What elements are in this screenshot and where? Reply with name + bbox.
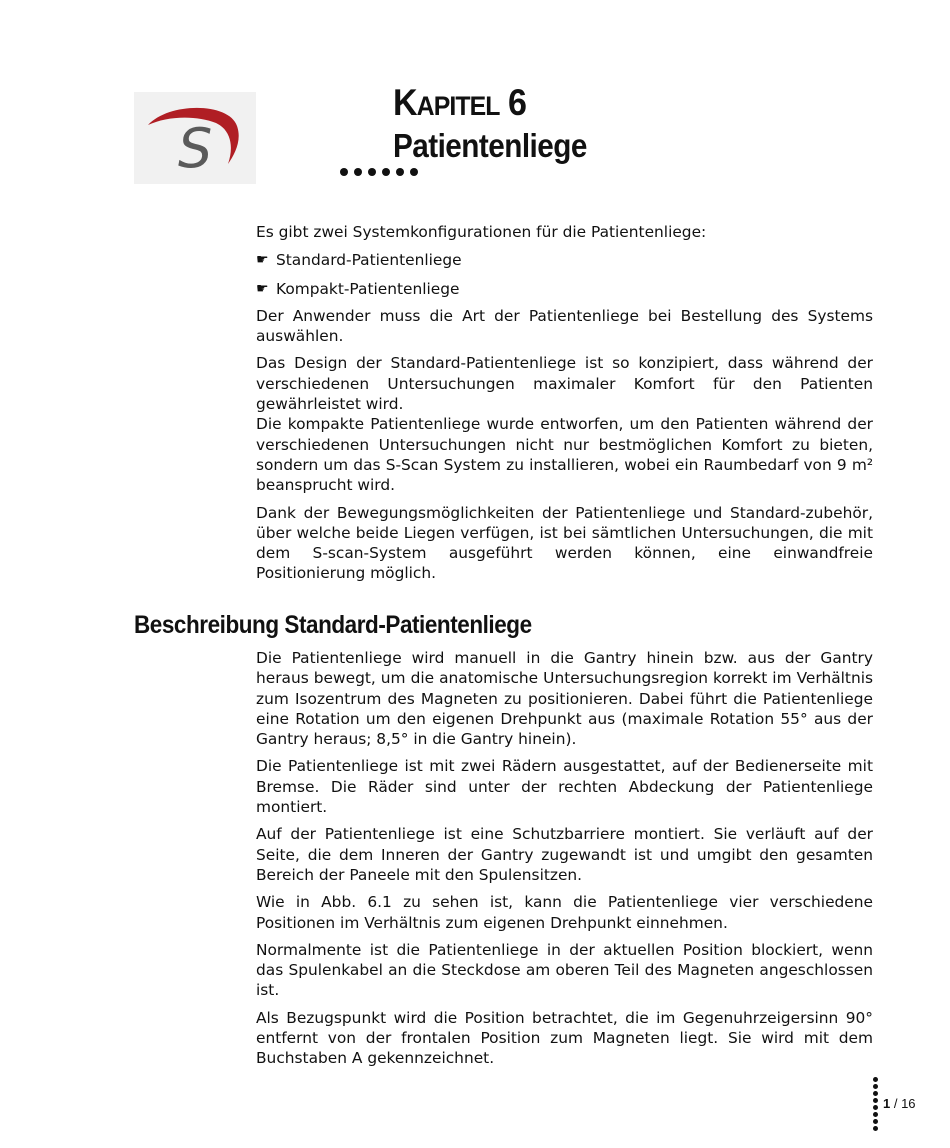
paragraph: Normalmente ist die Patientenliege in der aktuellen Position blockiert, wenn das Spulenkabel an die Steckdose am oberen Teil des Magneten angeschlossen ist. (256, 940, 873, 1000)
paragraph: Die Patientenliege wird manuell in die Gantry hinein bzw. aus der Gantry heraus bewegt, um die anatomische Untersuchungsregion korrekt im Verhältnis zum Isozentrum des Magneten zu positionieren. Dabei führt die Patientenliege eine Rotation um den eigenen Drehpunkt aus (maximale Rotation 55° aus der Gantry heraus; 8,5° in die Gantry hinein). (256, 649, 873, 749)
s-logo-icon (134, 92, 256, 184)
bullet-text: Kompakt-Patientenliege (276, 279, 460, 298)
page-separator: / (890, 1096, 902, 1111)
chapter-label-rest: APITEL (416, 91, 500, 121)
chapter-number: 6 (508, 82, 527, 123)
chapter-title (393, 82, 526, 124)
decorative-dots (340, 168, 418, 176)
svg-text:S: S (178, 117, 213, 180)
paragraph: Die Patientenliege ist mit zwei Rädern ausgestattet, auf der Bedienerseite mit Bremse. Die Räder sind unter der rechten Abdeckung der Patientenliege montiert. (256, 757, 873, 817)
pointing-hand-icon: ☛ (256, 280, 269, 297)
paragraph: Die kompakte Patientenliege wurde entworfen, um den Patienten während der verschiedenen Untersuchungen nicht nur bestmöglichen Komfort zu bieten, sondern um das S-Scan System zu installieren, wobei ein Raumbedarf von 9 m² beansprucht wird. (256, 415, 873, 495)
list-item (256, 250, 873, 270)
intro-block (256, 222, 873, 584)
list-item (256, 279, 873, 299)
paragraph: Wie in Abb. 6.1 zu sehen ist, kann die Patientenliege vier verschiedene Positionen im Verhältnis zum eigenen Drehpunkt einnehmen. (256, 893, 873, 932)
intro-lead: Es gibt zwei Systemkonfigurationen für die Patientenliege: (256, 223, 707, 241)
paragraph: Als Bezugspunkt wird die Position betrachtet, die im Gegenuhrzeigersinn 90° entfernt von der frontalen Position zum Magneten liegt. Sie wird mit dem Buchstaben A gekennzeichnet. (256, 1008, 873, 1068)
paragraph: Auf der Patientenliege ist eine Schutzbarriere montiert. Sie verläuft auf der Seite, die dem Inneren der Gantry zugewandt ist und umgibt den gesamten Bereich der Paneele mit den Spulensitzen. (256, 825, 873, 884)
chapter-label-initial: K (393, 82, 417, 123)
section-block (256, 648, 873, 1069)
bullet-text: Standard-Patientenliege (276, 251, 462, 270)
paragraph: Dank der Bewegungsmöglichkeiten der Patientenliege und Standard-zubehör, über welche beide Liegen verfügen, ist bei sämtlichen Untersuchungen, die mit dem S-scan-System ausgeführt werden können, eine einwandfreie Positionierung möglich. (256, 503, 873, 583)
current-page: 1 (883, 1096, 891, 1111)
section-heading: Beschreibung Standard-Patientenliege (134, 611, 532, 639)
paragraph: Das Design der Standard-Patientenliege ist so konzipiert, dass während der verschiedenen Untersuchungen maximaler Komfort für den Patienten gewährleistet wird. (256, 354, 873, 414)
paragraph: Der Anwender muss die Art der Patientenliege bei Bestellung des Systems auswählen. (256, 306, 873, 346)
company-logo (134, 92, 256, 184)
total-pages: 16 (901, 1096, 916, 1111)
page-number (883, 1096, 916, 1111)
pointing-hand-icon: ☛ (256, 252, 269, 269)
page-number-dots (873, 1077, 878, 1131)
chapter-subtitle: Patientenliege (393, 127, 587, 164)
